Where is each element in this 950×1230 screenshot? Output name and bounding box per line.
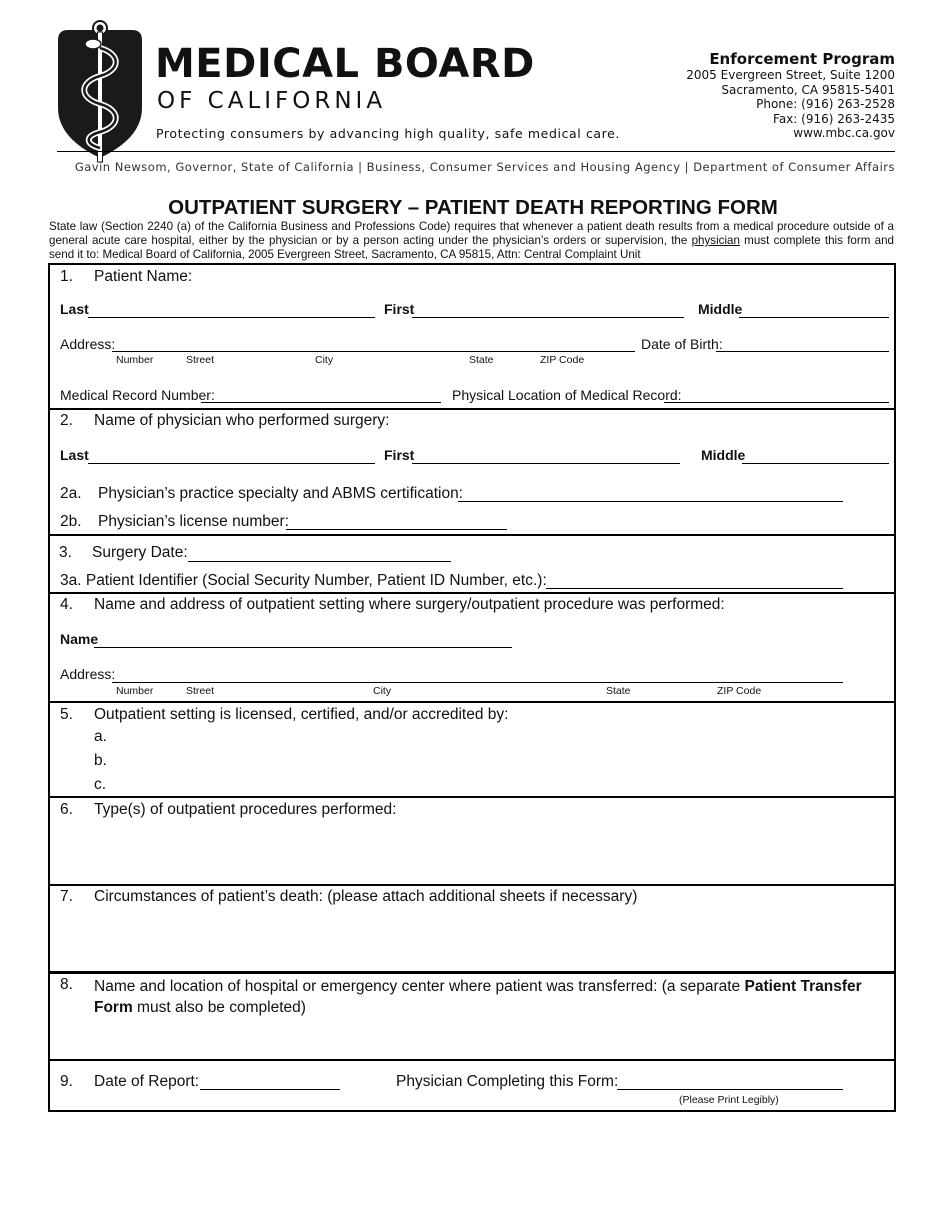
surgery-date-field[interactable] [188, 561, 451, 562]
patient-middle-field[interactable] [739, 317, 889, 318]
section-6-number: 6. [60, 801, 73, 818]
setting-address-state-caption: State [606, 685, 631, 697]
section-5-number: 5. [60, 706, 73, 723]
intro-part-1: State law (Section 2240 (a) of the California Business and Professions Code) requires that whenever a patient death results from a medical procedure outside of a general acute care hospital, either by the physician or by a person acting under the physician’s orders or supervision, the [49, 220, 894, 247]
section-divider [50, 408, 894, 410]
setting-address-zip-caption: ZIP Code [717, 685, 762, 697]
section-8-number: 8. [60, 976, 73, 993]
setting-address-city-caption: City [373, 685, 392, 697]
section-divider [50, 1059, 894, 1061]
patient-address-city-caption: City [315, 354, 334, 366]
physician-completing-label: Physician Completing this Form: [396, 1073, 619, 1090]
section-2-number: 2. [60, 412, 73, 429]
org-title: MEDICAL BOARD [155, 41, 535, 87]
section-2b-number: 2b. [60, 513, 82, 530]
phone: Phone: (916) 263-2528 [756, 97, 895, 111]
specialty-certification-field[interactable] [458, 501, 843, 502]
section-2b-label: Physician’s license number: [98, 513, 289, 530]
section-1-number: 1. [60, 268, 73, 285]
patient-address-label: Address: [60, 336, 116, 352]
intro-underlined: physician [691, 234, 740, 247]
program-name: Enforcement Program [709, 50, 895, 68]
print-legibly-note: (Please Print Legibly) [679, 1094, 779, 1106]
setting-address-number-caption: Number [116, 685, 154, 697]
section-4-number: 4. [60, 596, 73, 613]
section-8-bold-2: Form [94, 999, 133, 1016]
intro-part-2: must complete this form and send it to: Medical Board of California, 2005 Evergreen Street, Sacramento, CA 95815, Attn: Central Complaint Unit [49, 234, 894, 261]
patient-address-field[interactable] [112, 351, 635, 352]
physician-middle-label: Middle [701, 447, 746, 463]
patient-address-zip-caption: ZIP Code [540, 354, 585, 366]
setting-name-label: Name [60, 631, 99, 647]
physical-location-field[interactable] [664, 402, 889, 403]
setting-name-field[interactable] [94, 647, 512, 648]
section-7-label: Circumstances of patient’s death: (please attach additional sheets if necessary) [94, 888, 638, 905]
address-line-2: Sacramento, CA 95815-5401 [721, 82, 895, 97]
section-divider [50, 701, 894, 703]
section-3-number: 3. [59, 544, 72, 561]
setting-address-label: Address: [60, 666, 116, 682]
section-9-number: 9. [60, 1073, 73, 1090]
section-5-item-a: a. [94, 728, 107, 745]
section-4-label: Name and address of outpatient setting where surgery/outpatient procedure was performed: [94, 596, 725, 613]
section-divider [50, 884, 894, 886]
reporting-form [48, 263, 896, 1112]
website: www.mbc.ca.gov [793, 126, 895, 140]
section-divider [50, 971, 894, 974]
section-1-label: Patient Name: [94, 268, 193, 285]
setting-address-street-caption: Street [186, 685, 215, 697]
dob-label: Date of Birth: [641, 336, 723, 352]
header-divider [57, 151, 895, 152]
section-8-part-1: Name and location of hospital or emergency center where patient was transferred: (a separate [94, 978, 745, 995]
mrn-field[interactable] [201, 402, 441, 403]
section-3-label: Surgery Date: [92, 544, 188, 561]
section-2a-number: 2a. [60, 485, 82, 502]
dob-field[interactable] [716, 351, 889, 352]
physician-first-label: First [384, 447, 415, 463]
patient-middle-label: Middle [698, 301, 743, 317]
section-8-part-2: must also be completed) [132, 999, 306, 1016]
patient-identifier-field[interactable] [546, 588, 843, 589]
tagline: Protecting consumers by advancing high quality, safe medical care. [156, 126, 621, 141]
physical-location-label: Physical Location of Medical Record: [452, 387, 682, 403]
patient-address-state-caption: State [469, 354, 494, 366]
patient-address-number-caption: Number [116, 354, 154, 366]
section-7-number: 7. [60, 888, 73, 905]
section-5-label: Outpatient setting is licensed, certified, and/or accredited by: [94, 706, 509, 723]
physician-first-field[interactable] [412, 463, 680, 464]
section-2-label: Name of physician who performed surgery: [94, 412, 390, 429]
report-date-field[interactable] [200, 1089, 340, 1090]
section-8-bold-1: Patient Transfer [744, 978, 862, 995]
section-8-label [94, 976, 884, 1018]
physician-completing-field[interactable] [617, 1089, 843, 1090]
setting-address-field[interactable] [112, 682, 843, 683]
intro-text [49, 220, 894, 262]
form-title: OUTPATIENT SURGERY – PATIENT DEATH REPORTING FORM [168, 196, 778, 219]
section-divider [50, 592, 894, 594]
section-5-item-c: c. [94, 776, 107, 793]
agency-line: Gavin Newsom, Governor, State of California | Business, Consumer Services and Housing Agency | Department of Consumer Affairs [74, 160, 895, 174]
patient-last-label: Last [60, 301, 89, 317]
org-subtitle: OF CALIFORNIA [157, 88, 387, 114]
mrn-label: Medical Record Number: [60, 387, 215, 403]
section-6-label: Type(s) of outpatient procedures performed: [94, 801, 397, 818]
address-line-1: 2005 Evergreen Street, Suite 1200 [686, 68, 895, 82]
patient-address-street-caption: Street [186, 354, 215, 366]
section-3a-label: 3a. Patient Identifier (Social Security Number, Patient ID Number, etc.): [60, 572, 547, 589]
section-divider [50, 534, 894, 536]
patient-first-field[interactable] [412, 317, 684, 318]
patient-last-field[interactable] [88, 317, 375, 318]
physician-last-field[interactable] [88, 463, 375, 464]
contact-block [686, 50, 895, 141]
section-5-item-b: b. [94, 752, 107, 769]
patient-first-label: First [384, 301, 415, 317]
physician-middle-field[interactable] [742, 463, 889, 464]
physician-last-label: Last [60, 447, 89, 463]
section-2a-label: Physician’s practice specialty and ABMS certification: [98, 485, 463, 502]
fax: Fax: (916) 263-2435 [773, 111, 895, 126]
medical-board-logo-icon [55, 18, 145, 163]
section-9-label: Date of Report: [94, 1073, 200, 1090]
section-divider [50, 796, 894, 798]
license-number-field[interactable] [286, 529, 507, 530]
